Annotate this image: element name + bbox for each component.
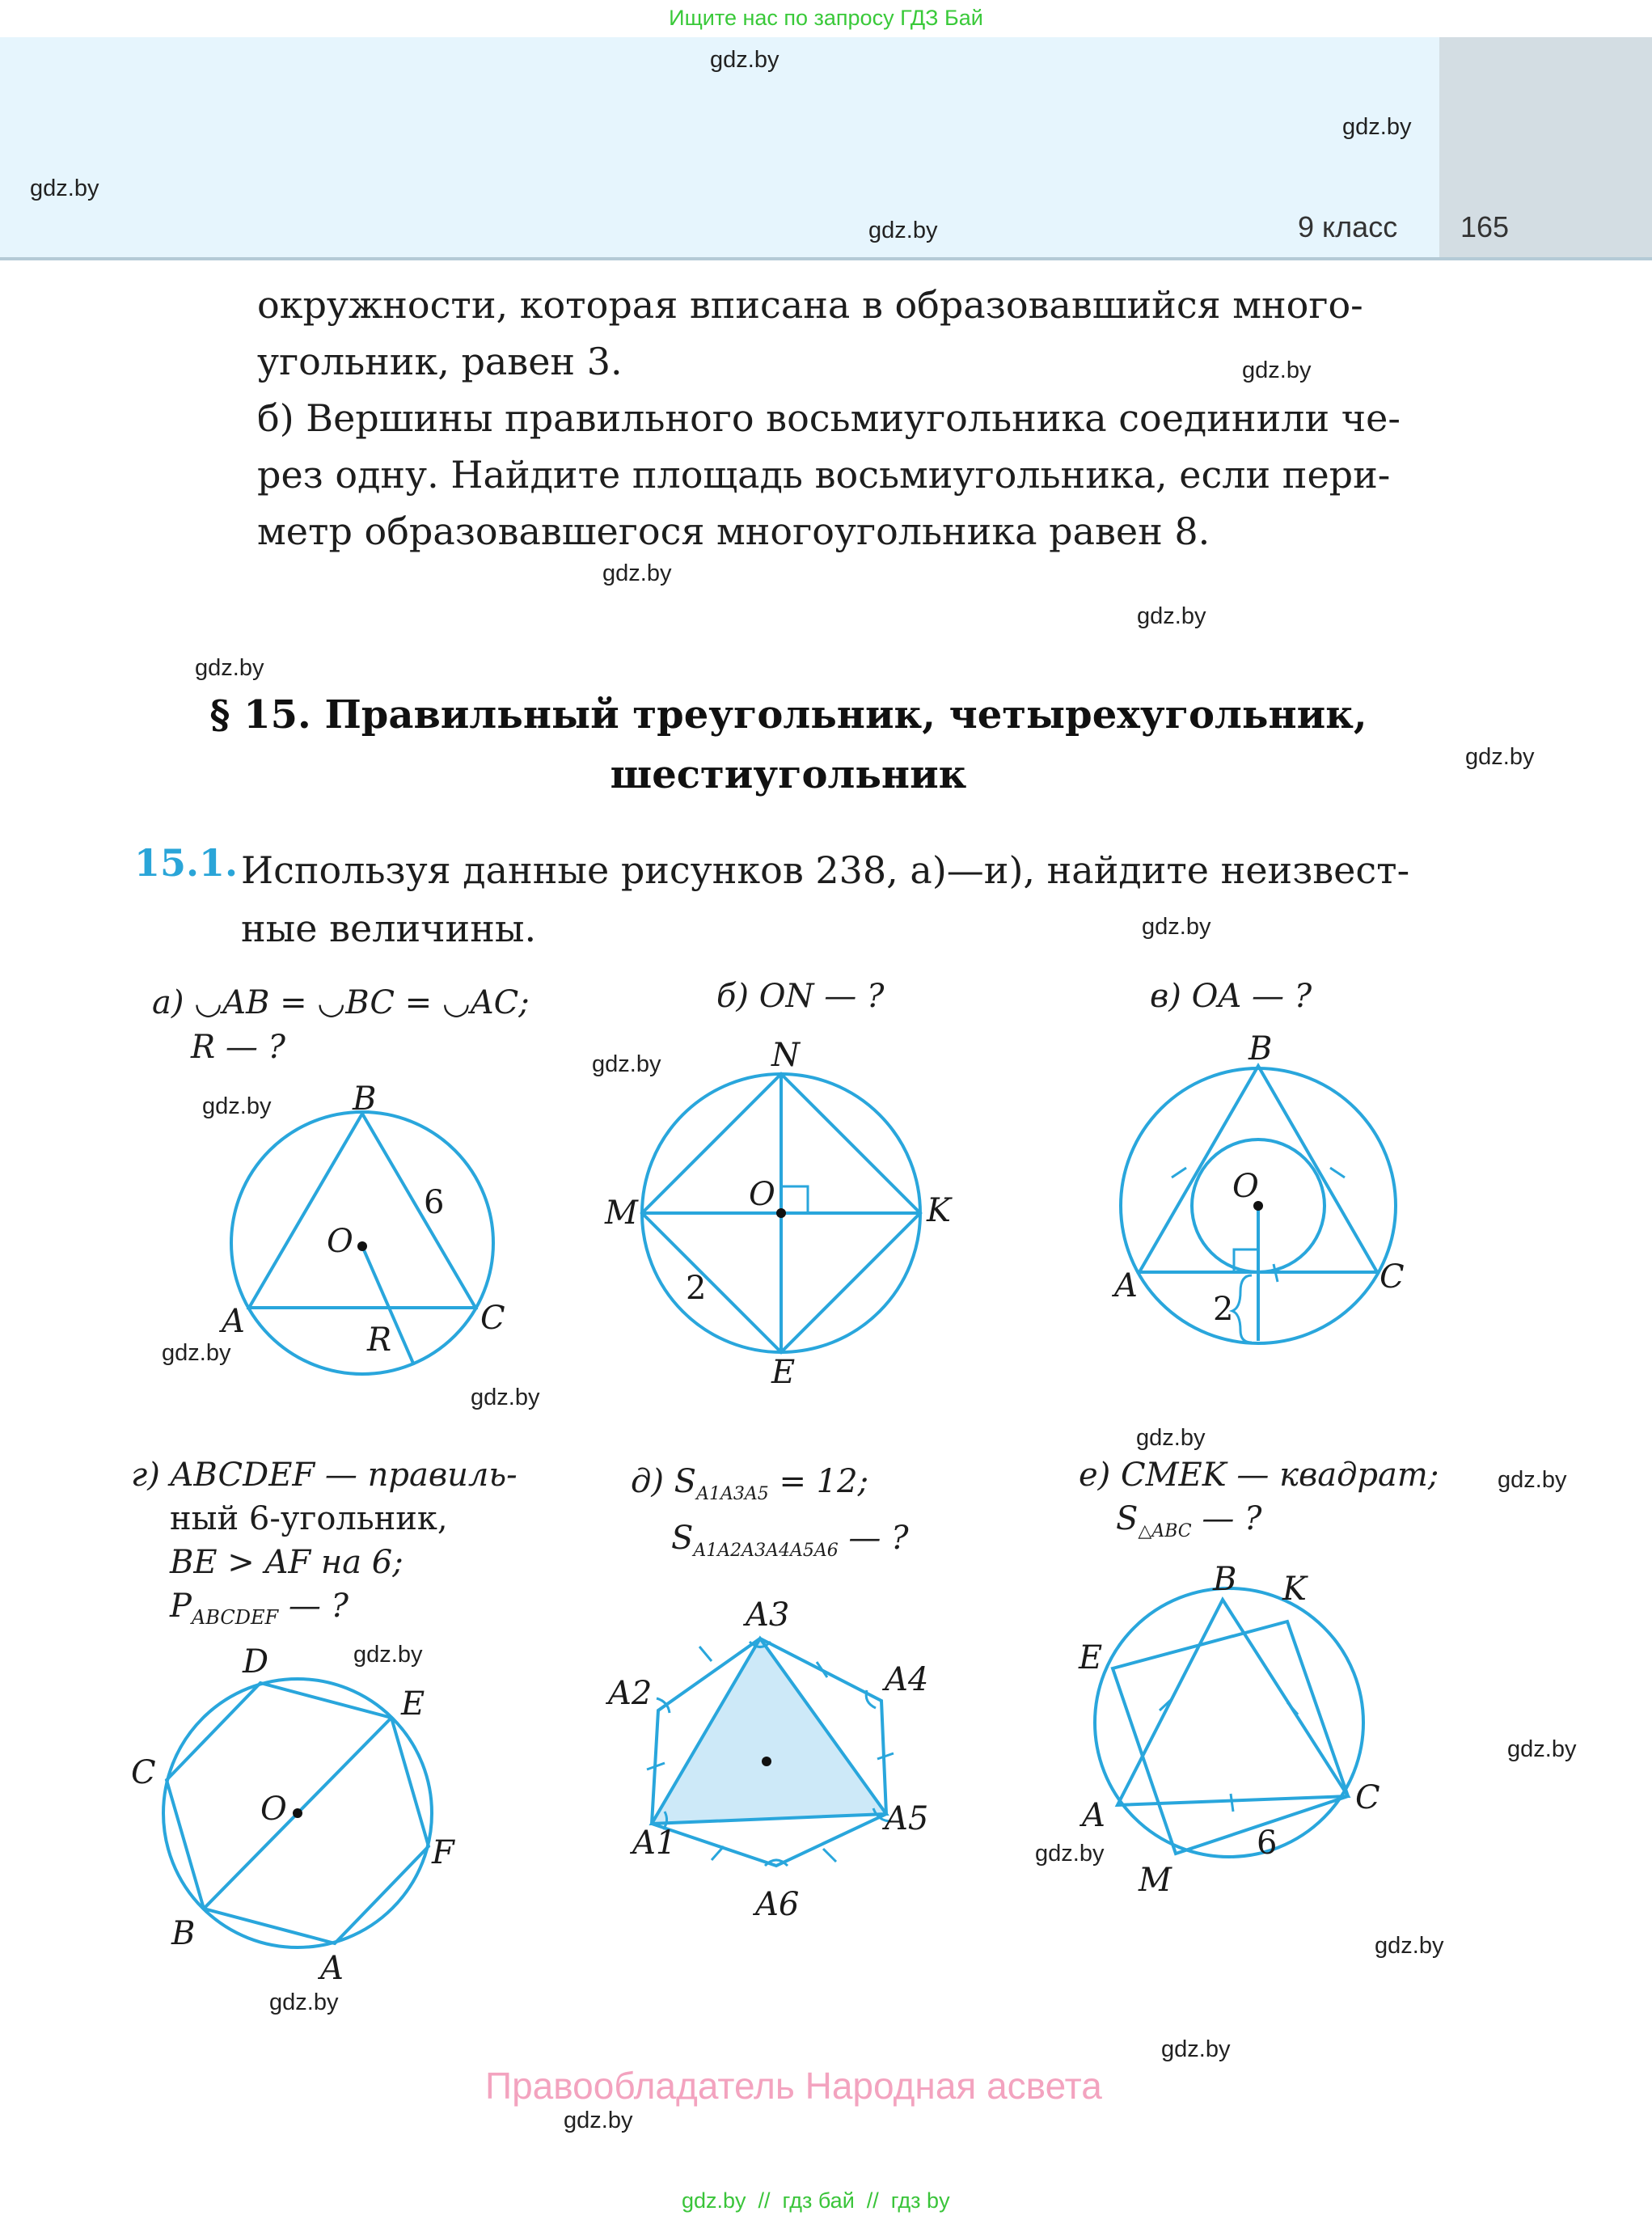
copyright-footer: Правообладатель Народная асвета xyxy=(485,2065,1102,2107)
fig-e-label-B: B xyxy=(1213,1561,1237,1598)
caption-d-2-sub: A1A2A3A4A5A6 xyxy=(693,1541,839,1561)
fig-g-label-B: B xyxy=(171,1915,196,1952)
fig-a-label-side: 6 xyxy=(424,1184,445,1221)
text-line: угольник, равен 3. xyxy=(257,340,623,383)
watermark: gdz.by xyxy=(1465,744,1535,770)
watermark: gdz.by xyxy=(602,560,672,586)
watermark: gdz.by xyxy=(710,47,780,73)
fig-g-label-O: O xyxy=(260,1791,287,1828)
fig-g-label-D: D xyxy=(243,1643,269,1681)
fig-d-label-A2: A2 xyxy=(608,1675,653,1712)
watermark: gdz.by xyxy=(564,2108,633,2133)
watermark: gdz.by xyxy=(1142,914,1211,940)
fig-e-label-side: 6 xyxy=(1257,1824,1278,1862)
fig-b-center-dot xyxy=(776,1208,786,1218)
fig-d-tick xyxy=(712,1846,724,1860)
fig-b-label-N: N xyxy=(771,1037,800,1074)
caption-a-1: а) ◡AB = ◡BC = ◡AC; xyxy=(152,984,530,1021)
text-line: метр образовавшегося многоугольника равен 8. xyxy=(257,509,1210,553)
watermark: gdz.by xyxy=(162,1340,231,1366)
fig-a-label-A: A xyxy=(222,1303,245,1340)
fig-d-tick xyxy=(823,1849,836,1862)
watermark: gdz.by xyxy=(353,1642,423,1668)
watermark: gdz.by xyxy=(1507,1736,1577,1762)
fig-v-label-A: A xyxy=(1114,1267,1138,1304)
text-line: рез одну. Найдите площадь восьмиугольника, если пери- xyxy=(257,453,1391,497)
fig-e-label-C: C xyxy=(1355,1779,1380,1816)
watermark: gdz.by xyxy=(30,175,99,201)
fig-b-label-M: M xyxy=(605,1194,638,1232)
fig-a-label-R: R xyxy=(367,1321,392,1359)
caption-g-4-sub: ABCDEF xyxy=(191,1606,279,1629)
fig-e-label-M: M xyxy=(1139,1862,1172,1899)
grade-label: 9 класс xyxy=(1298,210,1398,243)
caption-e-2-sub: △ABC xyxy=(1138,1521,1192,1541)
fig-g-label-F: F xyxy=(432,1834,454,1871)
fig-b-label-K: K xyxy=(927,1192,951,1229)
caption-e-2-main: S xyxy=(1116,1500,1139,1537)
caption-g-2: ный 6-угольник, xyxy=(170,1500,448,1537)
fig-e-square xyxy=(1113,1621,1348,1854)
fig-a-label-C: C xyxy=(480,1300,505,1337)
top-banner-text[interactable]: Ищите нас по запросу ГДЗ Бай xyxy=(669,6,983,30)
fig-b-right-angle xyxy=(781,1186,808,1213)
fig-b-label-side: 2 xyxy=(686,1270,707,1307)
caption-e-2-tail: — ? xyxy=(1191,1500,1262,1537)
section-title-line: шестиугольник xyxy=(610,752,967,797)
fig-v-label-len: 2 xyxy=(1213,1291,1234,1328)
fig-a-label-O: O xyxy=(327,1223,353,1260)
caption-g-1: г) ABCDEF — правиль- xyxy=(131,1457,518,1494)
caption-d-2-main: S xyxy=(671,1520,694,1557)
watermark: gdz.by xyxy=(195,655,264,681)
page-number: 165 xyxy=(1460,210,1510,243)
watermark: gdz.by xyxy=(1137,603,1206,629)
watermark: gdz.by xyxy=(471,1385,540,1410)
text-line: ные величины. xyxy=(241,907,537,950)
watermark: gdz.by xyxy=(1375,1933,1444,1959)
watermark: gdz.by xyxy=(202,1093,272,1119)
caption-g-4-main: P xyxy=(170,1588,192,1625)
caption-v: в) OA — ? xyxy=(1150,978,1312,1015)
fig-d-label-A1: A1 xyxy=(632,1824,677,1862)
fig-d-triangle xyxy=(652,1638,886,1824)
fig-e-triangle xyxy=(1118,1600,1348,1805)
fig-d-label-A6: A6 xyxy=(755,1886,800,1923)
fig-e-tick xyxy=(1231,1794,1233,1812)
bottom-links[interactable]: gdz.by // гдз бай // гдз by xyxy=(682,2188,950,2213)
fig-b-label-O: O xyxy=(749,1176,775,1213)
fig-e-label-E: E xyxy=(1079,1639,1103,1676)
caption-b: б) ON — ? xyxy=(716,978,885,1015)
text-line: окружности, которая вписана в образовавшийся много- xyxy=(257,283,1363,327)
fig-e-tick xyxy=(1287,1702,1298,1715)
watermark: gdz.by xyxy=(868,218,938,243)
section-title-line: § 15. Правильный треугольник, четырехугольник, xyxy=(209,692,1367,738)
fig-v-label-O: O xyxy=(1232,1168,1259,1205)
fig-d-center-dot xyxy=(762,1757,771,1766)
fig-d-label-A3: A3 xyxy=(746,1596,790,1634)
watermark: gdz.by xyxy=(1161,2036,1231,2062)
watermark: gdz.by xyxy=(1342,114,1412,140)
fig-d-label-A5: A5 xyxy=(885,1800,929,1837)
watermark: gdz.by xyxy=(1035,1841,1105,1867)
fig-v-brace xyxy=(1232,1275,1252,1342)
caption-e-1: е) CMEK — квадрат; xyxy=(1079,1457,1439,1494)
fig-d-tick xyxy=(699,1647,712,1661)
watermark: gdz.by xyxy=(592,1051,661,1077)
fig-v-label-B: B xyxy=(1249,1030,1273,1068)
fig-d-label-A4: A4 xyxy=(885,1661,929,1698)
fig-g-label-E: E xyxy=(401,1685,425,1723)
caption-d-1-main: д) S xyxy=(631,1463,697,1500)
text-line: б) Вершины правильного восьмиугольника соединили че- xyxy=(257,396,1401,440)
fig-g-label-A: A xyxy=(320,1950,344,1987)
fig-b-label-E: E xyxy=(771,1354,796,1391)
caption-d-1-tail: = 12; xyxy=(768,1463,869,1500)
watermark: gdz.by xyxy=(1242,357,1312,383)
caption-d-2-tail: — ? xyxy=(838,1520,909,1557)
caption-d-1-sub: A1A3A5 xyxy=(696,1484,769,1504)
fig-v-label-C: C xyxy=(1379,1258,1405,1296)
caption-a-2: R — ? xyxy=(191,1029,285,1066)
fig-v-tick xyxy=(1172,1168,1186,1178)
problem-number: 15.1. xyxy=(134,841,239,885)
fig-e-label-K: K xyxy=(1282,1571,1307,1608)
text-line: Используя данные рисунков 238, а)—и), найдите неизвест- xyxy=(241,848,1410,892)
caption-g-4-tail: — ? xyxy=(278,1588,349,1625)
watermark: gdz.by xyxy=(1136,1425,1206,1451)
fig-a-label-B: B xyxy=(353,1080,377,1118)
fig-v-tick xyxy=(1330,1168,1345,1178)
caption-g-3: BE > AF на 6; xyxy=(170,1544,403,1581)
watermark: gdz.by xyxy=(1498,1467,1567,1493)
watermark: gdz.by xyxy=(269,1989,339,2015)
fig-g-center-dot xyxy=(293,1808,302,1818)
fig-g-label-C: C xyxy=(131,1754,156,1791)
fig-e-label-A: A xyxy=(1082,1797,1105,1834)
fig-a-center-dot xyxy=(357,1241,367,1251)
